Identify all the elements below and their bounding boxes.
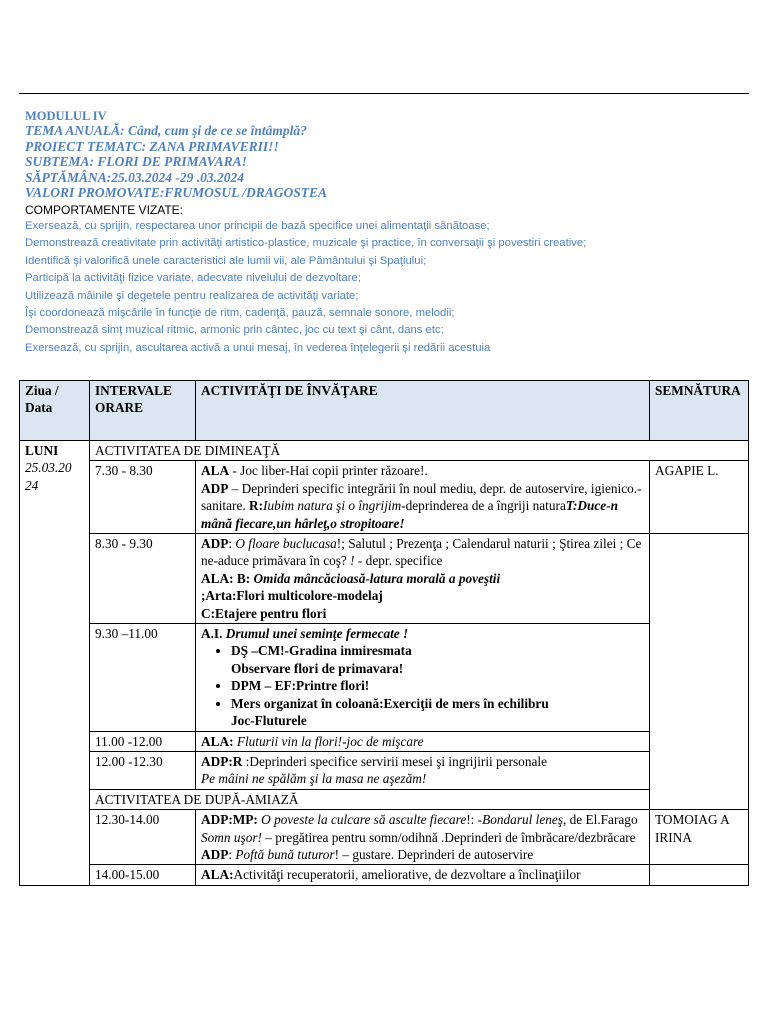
header-time-intervals: INTERVALE ORARE — [90, 381, 196, 441]
signature-morning: AGAPIE L. — [650, 461, 749, 534]
time-slot: 11.00 -12.00 — [90, 731, 196, 751]
activity-cell — [196, 810, 650, 865]
day-name: LUNI — [25, 443, 59, 458]
behavior-item: Îşi coordonează mişcările în funcţie de ritm, cadenţă, pauză, semnale sonore, melodii; — [25, 307, 455, 319]
activity-text: – pregătirea pentru somn/odihnă .Deprinderi de îmbrăcare/dezbrăcare — [261, 829, 636, 845]
table-row — [20, 534, 749, 624]
activity-text: – Deprinderi specific integrării în noul mediu, depr. de autoservire, igienico.-sanitare. — [201, 480, 642, 514]
activity-title: Drumul unei seminţe fermecate ! — [225, 626, 409, 642]
activity-title: Pe mâini ne spălăm şi la masa ne aşezăm! — [201, 771, 427, 787]
time-slot: 7.30 - 8.30 — [90, 461, 196, 534]
activity-code: ALA — [201, 463, 230, 479]
thematic-project: PROIECT TEMATC: ZANA PRIMAVERII!! — [25, 138, 279, 154]
activity-bullets — [201, 642, 644, 729]
activity-code: :R — [228, 753, 243, 769]
section-row-afternoon — [20, 789, 749, 809]
top-horizontal-rule — [19, 93, 749, 94]
document-header — [25, 109, 745, 357]
bullet-item — [231, 642, 644, 677]
section-morning: ACTIVITATEA DE DIMINEAŢĂ — [90, 441, 749, 461]
behavior-item: Demonstrează creativitate prin activităţi artistico-plastice, muzicale şi practice, în conversaţii şi povestiri creative; — [25, 237, 587, 250]
activity-cell — [196, 865, 650, 885]
activity-title: Somn uşor! — [201, 829, 262, 845]
bullet-item — [231, 677, 644, 694]
activity-text: : — [228, 536, 236, 552]
activity-text: ! – gustare. Deprinderi de autoservire — [334, 846, 534, 862]
activity-code: ADP — [201, 846, 229, 862]
activity-text: :Deprinderi specifice servirii mesei şi ingrijirii personale — [242, 753, 547, 769]
signature-afternoon: TOMOIAG A IRINA — [650, 810, 749, 865]
bullet-text: Observare flori de primavara! — [231, 660, 404, 676]
activity-text: Activităţi recuperatorii, ameliorative, de dezvoltare a înclinaţiilor — [233, 867, 581, 883]
signature-empty — [650, 534, 749, 810]
activity-code: ALA: — [201, 733, 234, 749]
bullet-text: DŞ –CM!-Gradina inmiresmata — [231, 643, 412, 659]
annual-theme: TEMA ANUALĂ: Când, cum şi de ce se întâmplă? — [25, 123, 307, 138]
table-header-row — [20, 381, 749, 441]
activity-title: O poveste la culcare să asculte fiecare — [257, 812, 467, 828]
header-day-date: Ziua / Data — [20, 381, 90, 441]
behaviors-title: COMPORTAMENTE VIZATE: — [25, 202, 184, 217]
behavior-item: Utilizează mâinile şi degetele pentru realizarea de activităţi variate; — [25, 289, 359, 302]
promoted-values: VALORI PROMOVATE:FRUMOSUL /DRAGOSTEA — [25, 185, 328, 201]
activity-title: O floare buclucasa — [235, 536, 337, 552]
activity-code: ALA: B: — [201, 570, 254, 586]
activity-text: ! — [350, 553, 355, 569]
activity-title: Iubim natura şi o îngrijim — [263, 498, 402, 514]
behavior-item: Exersează, cu sprijin, ascultarea activă a unui mesaj, în vederea înţelegerii şi redării acestuia — [25, 341, 491, 354]
bullet-text: DPM – EF:Printre flori! — [231, 678, 370, 694]
activity-code: ADP:MP: — [201, 812, 258, 828]
activity-text: -deprinderea de a îngriji natura — [401, 498, 566, 514]
activity-code: ALA: — [201, 867, 234, 883]
activity-cell — [196, 731, 650, 751]
time-slot: 12.30-14.00 — [90, 810, 196, 865]
time-slot: 14.00-15.00 — [90, 865, 196, 885]
bullet-text: Mers organizat în coloană:Exerciţii de mers în echilibru — [231, 695, 549, 711]
behavior-item: Exersează, cu sprijin, respectarea unor principii de bază specifice unei alimentaţii sănătoase; — [25, 219, 490, 232]
table-row — [20, 810, 749, 865]
behavior-item: Participă la activităţi fizice variate, adecvate nivelului de dezvoltare; — [25, 272, 361, 285]
signature-empty — [650, 865, 749, 885]
time-slot: 12.00 -12.30 — [90, 751, 196, 789]
header-signature: SEMNĂTURA — [650, 381, 749, 441]
activity-code: ADP — [201, 753, 229, 769]
day-date: 25.03.20 24 — [25, 460, 72, 493]
time-slot: 9.30 –11.00 — [90, 624, 196, 731]
activity-text: !: - — [466, 812, 483, 828]
subtheme: SUBTEMA: FLORI DE PRIMAVARA! — [25, 154, 247, 170]
time-slot: 8.30 - 9.30 — [90, 534, 196, 624]
activity-code: R: — [249, 498, 264, 514]
table-row — [20, 624, 749, 731]
activity-title: Omida mâncăcioasă-latura morală a poveştii — [253, 570, 501, 586]
activity-cell — [196, 751, 650, 789]
week-dates: SĂPTĂMÂNA:25.03.2024 -29 .03.2024 — [25, 169, 245, 185]
day-cell — [20, 441, 90, 886]
table-row — [20, 865, 749, 885]
table-row — [20, 751, 749, 789]
header-activities: ACTIVITĂŢI DE ÎNVĂŢARE — [196, 381, 650, 441]
activity-title: ;Arta:Flori multicolore-modelaj — [201, 588, 383, 604]
module-title: MODULUL IV — [25, 109, 107, 123]
activity-title: T:Duce-n mână fiecare,un hârleţ,o stropitoare! — [201, 498, 619, 531]
activity-code: A.I. — [201, 626, 226, 642]
bullet-text: Joc-Fluturele — [231, 713, 307, 729]
section-row-morning — [20, 441, 749, 461]
activity-title: Bondarul leneş — [482, 812, 563, 828]
table-row — [20, 461, 749, 534]
activity-text: - Joc liber-Hai copii printer răzoare!. — [229, 463, 428, 479]
activity-text: - depr. specifice — [354, 553, 443, 569]
activity-text: : — [228, 846, 236, 862]
activity-title: C:Etajere pentru flori — [201, 605, 327, 621]
activity-cell — [196, 461, 650, 534]
behavior-item: Demonstrează simţ muzical ritmic, armonic prin cântec, joc cu text şi cânt, dans etc; — [25, 324, 444, 337]
activity-cell — [196, 624, 650, 731]
activity-title: Fluturii vin la flori!-joc de mişcare — [233, 733, 424, 749]
activity-code: ADP — [201, 536, 229, 552]
section-afternoon: ACTIVITATEA DE DUPĂ-AMIAZĂ — [90, 789, 749, 809]
activity-text: , de El.Farago — [563, 812, 638, 828]
activity-title: Poftă bună tuturor — [235, 846, 335, 862]
activity-cell — [196, 534, 650, 624]
behaviors-list — [25, 218, 745, 357]
activity-text: !; Salutul ; Prezenţa ; Calendarul naturii ; Ştirea zilei ; Ce ne-aduce primăvara în coş? — [201, 536, 642, 569]
behavior-item: Identifică şi valorifică unele caracteristici ale lumii vii, ale Pământului şi Spaţiului; — [25, 254, 427, 267]
bullet-item — [231, 695, 644, 730]
table-row — [20, 731, 749, 751]
activity-code: ADP — [201, 480, 229, 496]
schedule-table — [19, 380, 749, 886]
